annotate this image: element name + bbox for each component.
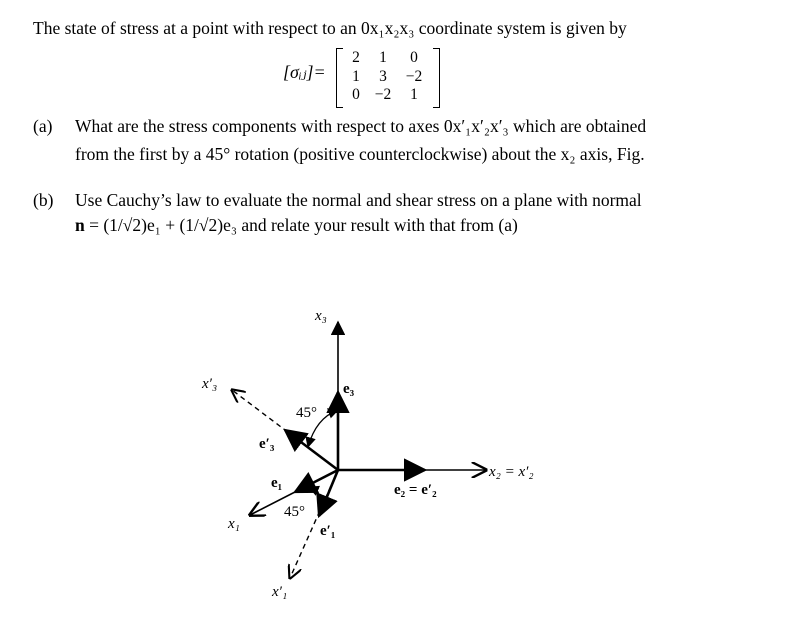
matrix-cell: 1 <box>410 86 418 103</box>
problem-intro: The state of stress at a point with respect to an 0x₁x₂x₃ coordinate system is given by <box>33 18 627 38</box>
x3-prime-label: x′₃ <box>202 376 218 392</box>
normal-vector-symbol: n <box>75 215 85 235</box>
matrix-cell: −2 <box>405 67 423 85</box>
angle-bottom-label: 45° <box>284 504 305 520</box>
part-a-label: (a) <box>33 116 53 136</box>
matrix-cell: 1 <box>379 49 387 66</box>
matrix-label: [σᵢⱼ]= <box>283 62 326 82</box>
matrix-cell: −2 <box>374 86 392 103</box>
part-a-line2: from the first by a 45° rotation (positive counterclockwise) about the x₂ axis, Fig. <box>75 144 645 164</box>
part-b-label: (b) <box>33 190 54 210</box>
e1-prime-label: e′₁ <box>320 523 336 539</box>
e3-label: e₃ <box>343 381 355 397</box>
e1-label: e₁ <box>271 475 283 491</box>
matrix-cell: 0 <box>352 86 360 103</box>
x1-prime-label: x′₁ <box>272 584 288 600</box>
x1-label: x₁ <box>228 516 240 532</box>
part-b-line1: Use Cauchy’s law to evaluate the normal and shear stress on a plane with normal <box>75 190 642 210</box>
x2-equals-label: x₂ = x′₂ <box>489 464 534 480</box>
matrix-cell: 3 <box>379 67 387 85</box>
matrix-cell: 0 <box>410 49 418 66</box>
e3-prime-label: e′₃ <box>259 436 275 452</box>
normal-vector-expression: = (1/√2)e₁ + (1/√2)e₃ and relate your result with that from (a) <box>84 215 518 235</box>
angle-top-label: 45° <box>296 405 317 421</box>
matrix-cell: 1 <box>352 67 360 85</box>
matrix-cell: 2 <box>352 49 360 66</box>
part-a-line1: What are the stress components with respect to axes 0x′₁x′₂x′₃ which are obtained <box>75 116 647 136</box>
x3-label: x₃ <box>315 308 327 324</box>
e2-equals-label: e₂ = e′₂ <box>394 482 437 498</box>
